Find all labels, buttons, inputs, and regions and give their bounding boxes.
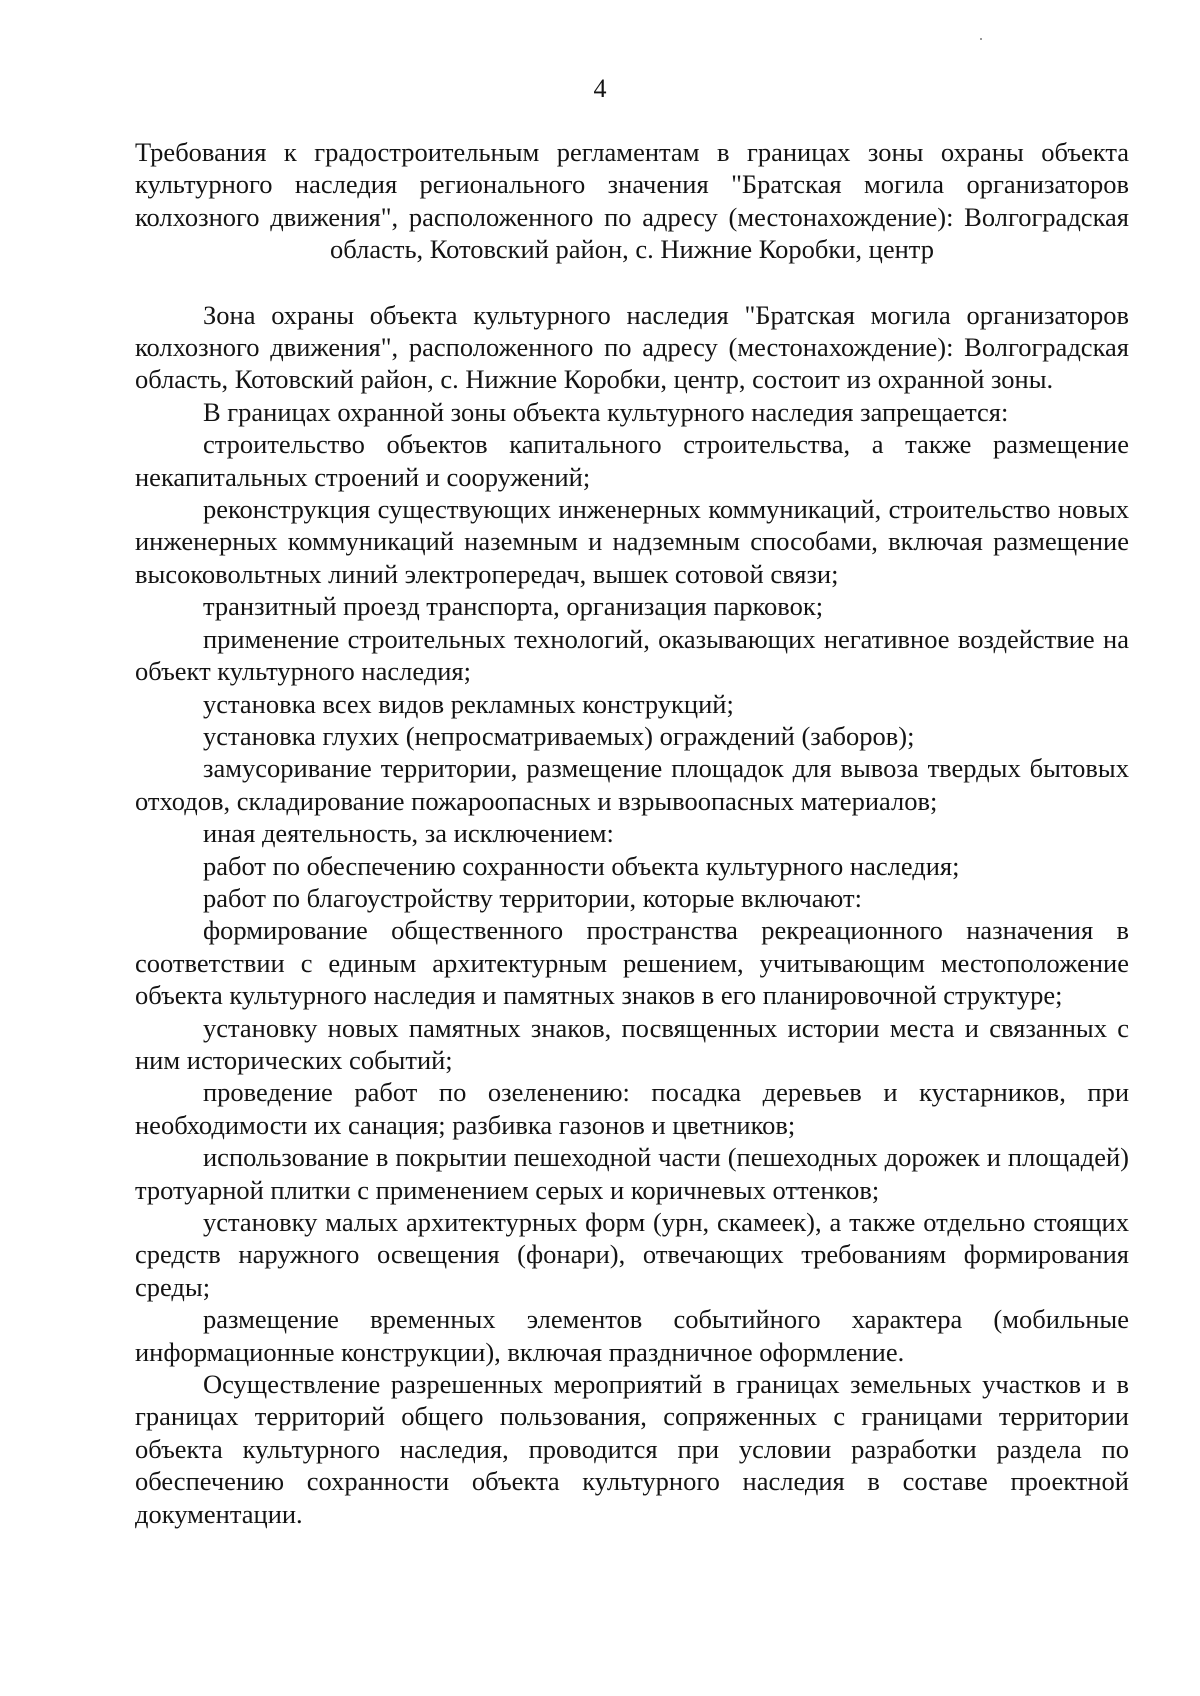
paragraph: установку малых архитектурных форм (урн, скамеек), а также отдельно стоящих средств наружного освещения (фонари), отвечающих требованиям формирования среды; xyxy=(135,1207,1129,1302)
paragraph: формирование общественного пространства рекреационного назначения в соответствии с единым архитектурным решением, учитывающим местоположение объекта культурного наследия и памятных знаков в его планировочной структуре; xyxy=(135,915,1129,1011)
paragraph: размещение временных элементов событийного характера (мобильные информационные конструкции), включая праздничное оформление. xyxy=(135,1304,1129,1367)
page-number: 4 xyxy=(593,74,607,103)
paragraph: Осуществление разрешенных мероприятий в границах земельных участков и в границах территорий общего пользования, сопряженных с границами территории объекта культурного наследия, проводится при условии разработки раздела по обеспечению сохранности объекта культурного наследия в составе проектной документации. xyxy=(135,1369,1129,1529)
paragraph: проведение работ по озеленению: посадка деревьев и кустарников, при необходимости их санация; разбивка газонов и цветников; xyxy=(135,1077,1129,1140)
paragraph: работ по благоустройству территории, которые включают: xyxy=(203,882,862,913)
paragraph: работ по обеспечению сохранности объекта культурного наследия; xyxy=(203,850,960,881)
paragraph: иная деятельность, за исключением: xyxy=(203,818,614,849)
document-title: Требования к градостроительным регламентам в границах зоны охраны объекта культурного наследия регионального значения "Братская могила организаторов колхозного движения", расположенного по адресу (местонахождение): Волгоградская область, Котовский район, с. Нижние Коробки, центр xyxy=(135,137,1129,265)
paragraph-list xyxy=(135,299,1129,1530)
paragraph: установка всех видов рекламных конструкций; xyxy=(203,688,734,719)
paragraph: реконструкция существующих инженерных коммуникаций, строительство новых инженерных коммуникаций наземным и надземным способами, включая размещение высоковольтных линий электропередач, вышек сотовой связи; xyxy=(135,494,1129,589)
paragraph: Зона охраны объекта культурного наследия "Братская могила организаторов колхозного движения", расположенного по адресу (местонахождение): Волгоградская область, Котовский район, с. Нижние Коробки, центр, состоит из охранной зоны. xyxy=(135,299,1129,395)
paragraph: установку новых памятных знаков, посвященных истории места и связанных с ним исторических событий; xyxy=(135,1012,1129,1075)
paragraph: строительство объектов капитального строительства, а также размещение некапитальных строений и сооружений; xyxy=(135,429,1129,492)
paragraph: В границах охранной зоны объекта культурного наследия запрещается: xyxy=(203,396,1009,427)
paragraph: использование в покрытии пешеходной части (пешеходных дорожек и площадей) тротуарной плитки с применением серых и коричневых оттенков; xyxy=(135,1142,1129,1205)
document-body xyxy=(135,136,1129,1530)
scan-mark xyxy=(980,38,982,40)
paragraph: установка глухих (непросматриваемых) ограждений (заборов); xyxy=(203,720,915,751)
paragraph: транзитный проезд транспорта, организация парковок; xyxy=(203,591,824,622)
paragraph: замусоривание территории, размещение площадок для вывоза твердых бытовых отходов, складирование пожароопасных и взрывоопасных материалов; xyxy=(135,753,1129,816)
paragraph: применение строительных технологий, оказывающих негативное воздействие на объект культурного наследия; xyxy=(135,623,1129,687)
